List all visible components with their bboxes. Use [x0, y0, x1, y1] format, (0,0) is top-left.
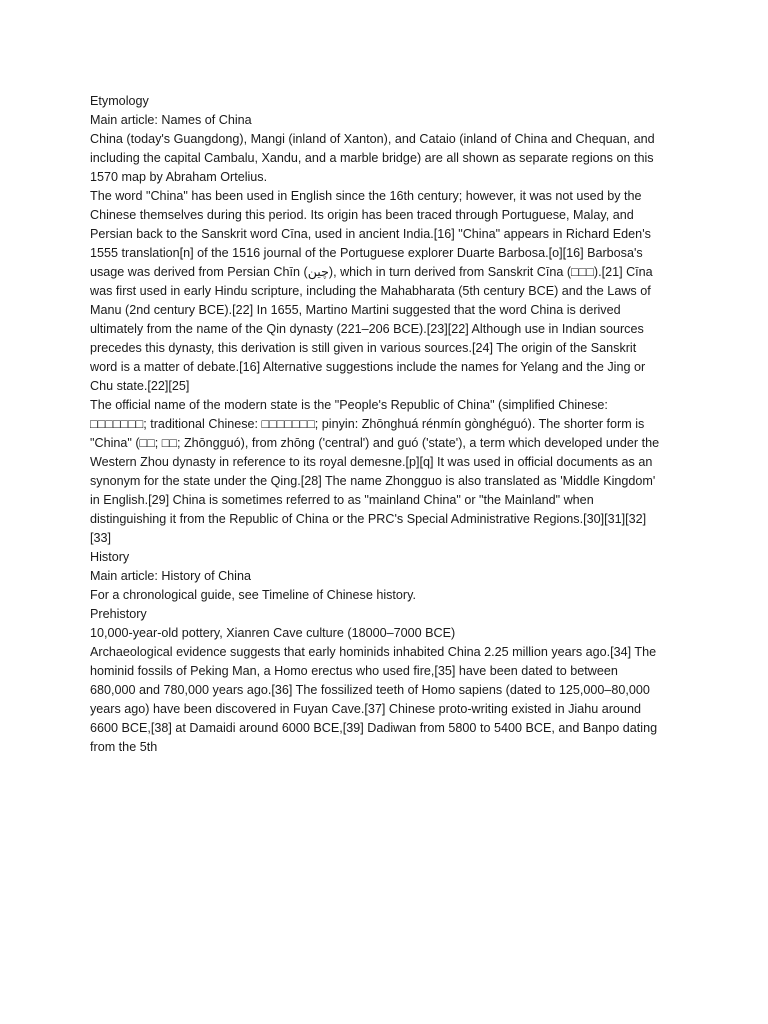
etymology-paragraph-2: The official name of the modern state is the "People's Republic of China" (simplified Chinese: □□□□□□□; traditional Chinese: □□□□□□□; pinyin: Zhōnghuá rénmín gònghéguó). The shorter form is "China" (□□; □□; Zhōngguó), from zhōng ('central') and guó ('state'), a term which developed under the Western Zhou dynasty in reference to its royal demesne.[p][q] It was used in official documents as an synonym for the state under the Qing.[28] The name Zhongguo is also translated as 'Middle Kingdom' in English.[29] China is sometimes referred to as "mainland China" or "the Mainland" when distinguishing it from the Republic of China or the PRC's Special Administrative Regions.[30][31][32][33]	[90, 398, 660, 545]
document-page	[90, 92, 660, 757]
pottery-caption: 10,000-year-old pottery, Xianren Cave culture (18000–7000 BCE)	[90, 626, 456, 640]
etymology-paragraph-1: The word "China" has been used in English since the 16th century; however, it was not used by the Chinese themselves during this period. Its origin has been traced through Portuguese, Malay, and Persian back to the Sanskrit word Cīna, used in ancient India.[16] "China" appears in Richard Eden's 1555 translation[n] of the 1516 journal of the Portuguese explorer Duarte Barbosa.[o][16] Barbosa's usage was derived from Persian Chīn (چین), which in turn derived from Sanskrit Cīna (□□□).[21] Cīna was first used in early Hindu scripture, including the Mahabharata (5th century BCE) and the Laws of Manu (2nd century BCE).[22] In 1655, Martino Martini suggested that the word China is derived ultimately from the name of the Qin dynasty (221–206 BCE).[23][22] Although use in Indian sources precedes this dynasty, this derivation is still given in various sources.[24] The origin of the Sanskrit word is a matter of debate.[16] Alternative suggestions include the names for Yelang and the Jing or Chu state.[22][25]	[90, 189, 653, 393]
main-article-link-names-of-china[interactable]: Main article: Names of China	[90, 113, 252, 127]
prehistory-paragraph-1: Archaeological evidence suggests that early hominids inhabited China 2.25 million years ago.[34] The hominid fossils of Peking Man, a Homo erectus who used fire,[35] have been dated to between 680,000 and 780,000 years ago.[36] The fossilized teeth of Homo sapiens (dated to 125,000–80,000 years ago) have been discovered in Fuyan Cave.[37] Chinese proto-writing existed in Jiahu around 6600 BCE,[38] at Damaidi around 6000 BCE,[39] Dadiwan from 5800 to 5400 BCE, and Banpo dating from the 5th	[90, 645, 658, 754]
subsection-heading-prehistory: Prehistory	[90, 607, 147, 621]
section-heading-etymology: Etymology	[90, 94, 149, 108]
timeline-guide-link[interactable]: For a chronological guide, see Timeline of Chinese history.	[90, 588, 416, 602]
main-article-link-history-of-china[interactable]: Main article: History of China	[90, 569, 251, 583]
map-caption: China (today's Guangdong), Mangi (inland of Xanton), and Cataio (inland of China and Chequan, and including the capital Cambalu, Xandu, and a marble bridge) are all shown as separate regions on this 1570 map by Abraham Ortelius.	[90, 132, 655, 184]
section-heading-history: History	[90, 550, 130, 564]
